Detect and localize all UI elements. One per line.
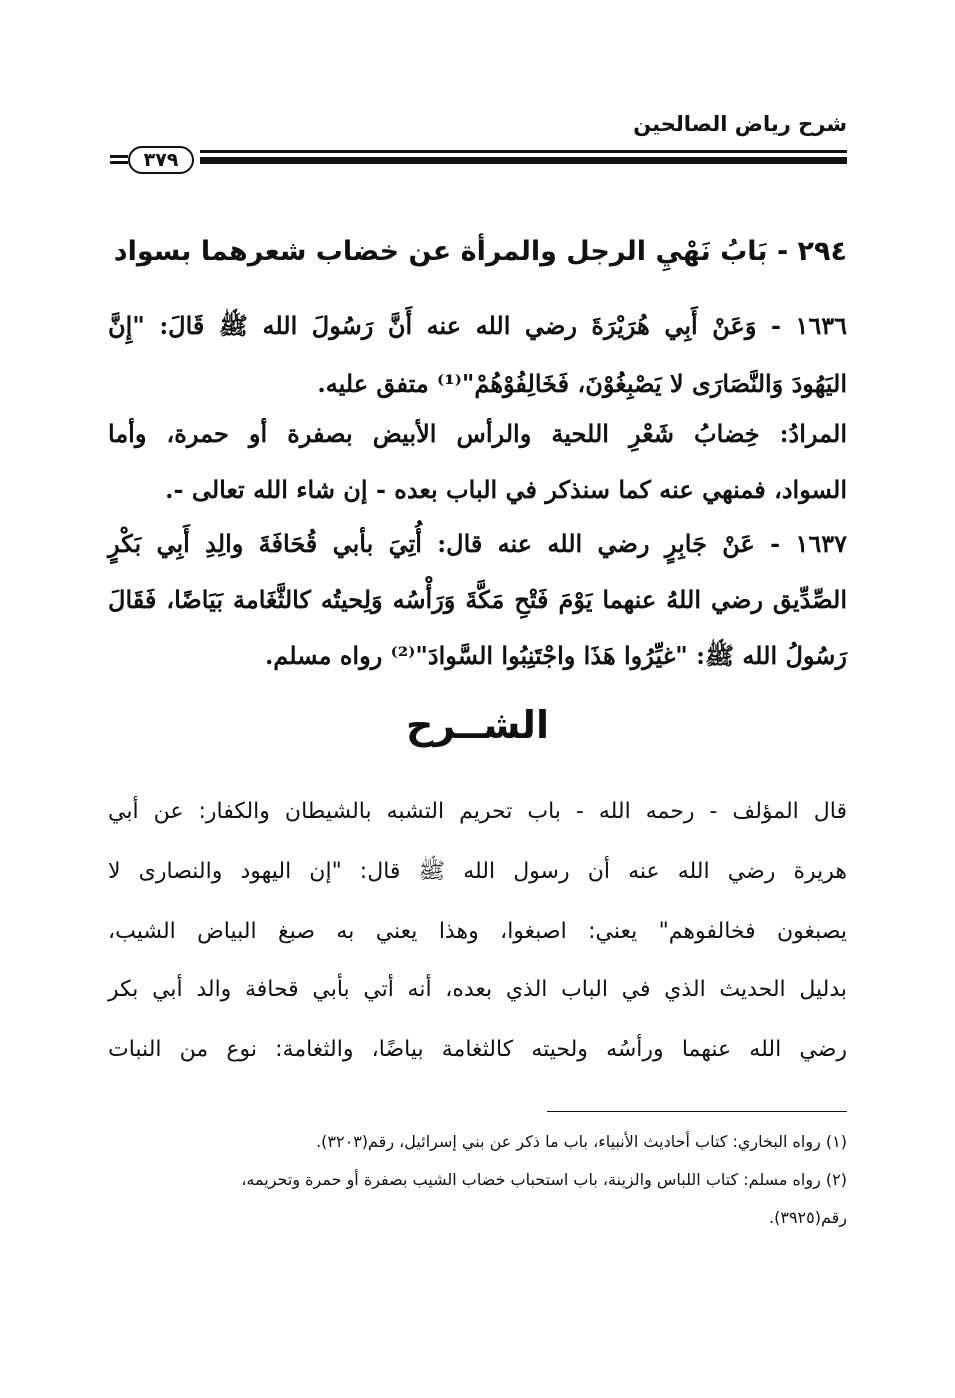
commentary-line: رضي الله عنهما ورأسُه ولحيته كالثغامة بياضًا، والثغامة: نوع من النبات [108,1037,847,1062]
hadith-line: اليَهُودَ وَالنَّصَارَى لا يَصْبِغُوْنَ، فَخَالِفُوْهُمْ"⁽¹⁾ متفق عليه. [317,369,847,398]
hadith-line: السواد، فمنهي عنه كما سنذكر في الباب بعده - إن شاء الله تعالى -. [165,475,847,504]
page-number: ٣٧٩ [128,146,194,174]
badge-tail-line [110,155,128,158]
header-rule [200,148,847,170]
hadith-line: ١٦٣٦ - وَعَنْ أَبِي هُرَيْرَةَ رضي الله عنه أَنَّ رَسُولَ الله ﷺ قَالَ: "إِنَّ [108,311,847,340]
commentary-line: بدليل الحديث الذي في الباب الذي بعده، أنه أتي بأبي قحافة والد أبي بكر [108,977,847,1002]
footnote-rule [547,1111,847,1112]
footnote-2-continued: رقم(٣٩٢٥). [769,1208,847,1227]
sharh-title: الشــرح [406,703,549,747]
page-badge-tail [110,155,128,165]
hadith-line: ١٦٣٧ - عَنْ جَابِرٍ رضي الله عنه قال: أُتِيَ بأبي قُحَافَةَ والِدِ أَبِي بَكْرٍ [108,529,847,558]
commentary-line: قال المؤلف - رحمه الله - باب تحريم التشبه بالشيطان والكفار: عن أبي [108,799,847,824]
header-rule-thin [200,150,847,153]
running-title: شرح رياض الصالحين [633,112,847,136]
hadith-line: الصِّدِّيق رضي اللهُ عنهما يَوْمَ فَتْحِ مَكَّةَ وَرَأْسُه وَلِحيتُه كالثَّغَامة بَيَاضًا، فَقَالَ [108,585,847,614]
footnote-1: (١) رواه البخاري: كتاب أحاديث الأنبياء، باب ما ذكر عن بني إسرائيل، رقم(٣٢٠٣). [316,1132,847,1151]
chapter-heading: ٢٩٤ - بَابُ نَهْيِ الرجل والمرأة عن خضاب شعرهما بسواد [113,236,847,267]
footnote-2: (٢) رواه مسلم: كتاب اللباس والزينة، باب استحباب خضاب الشيب بصفرة أو حمرة وتحريمه، [241,1170,847,1189]
badge-tail-line [110,161,128,164]
hadith-line: المرادُ: خِضابُ شَعْرِ اللحية والرأس الأبيض بصفرة أو حمرة، وأما [108,419,847,448]
header-rule-thick [200,157,847,164]
commentary-line: يصبغون فخالفوهم" يعني: اصبغوا، وهذا يعني به صبغ البياض الشيب، [108,919,847,944]
hadith-line: رَسُولُ الله ﷺ: "غيِّرُوا هَذَا واجْتَنِبُوا السَّوادَ"⁽²⁾ رواه مسلم. [264,641,847,670]
commentary-line: هريرة رضي الله عنه أن رسول الله ﷺ قال: "إن اليهود والنصارى لا [108,859,847,884]
